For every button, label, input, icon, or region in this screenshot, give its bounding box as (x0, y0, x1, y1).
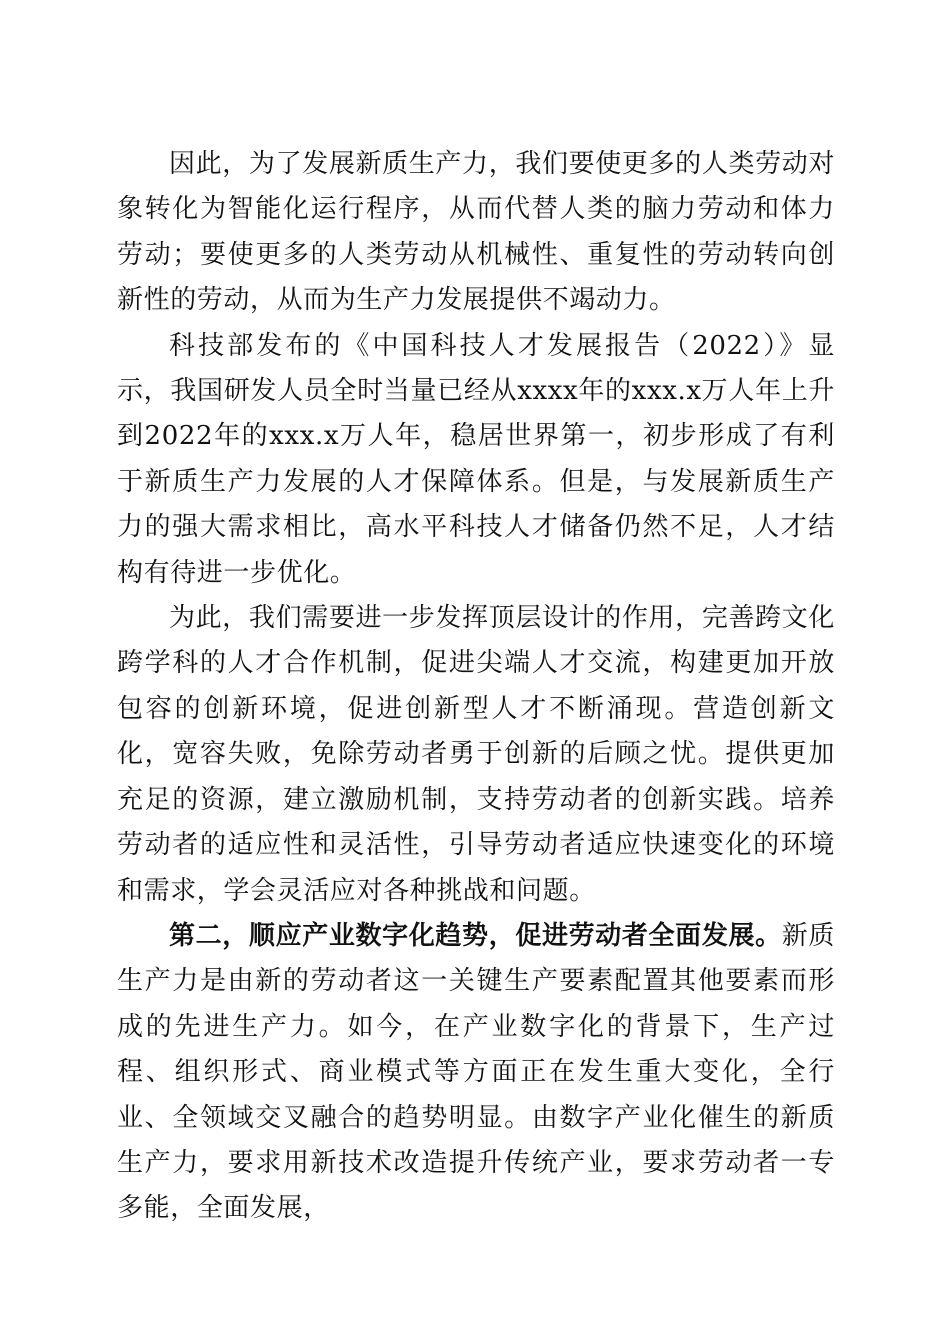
paragraph-4 (117, 914, 835, 1232)
document-body (117, 142, 835, 1232)
paragraph-2 (117, 324, 835, 596)
paragraph-3-text: 为此，我们需要进一步发挥顶层设计的作用，完善跨文化跨学科的人才合作机制，促进尖端人才交流，构建更加开放包容的创新环境，促进创新型人才不断涌现。营造创新文化，宽容失败，免除劳动者勇于创新的后顾之忧。提供更加充足的资源，建立激励机制，支持劳动者的创新实践。培养劳动者的适应性和灵活性，引导劳动者适应快速变化的环境和需求，学会灵活应对各种挑战和问题。 (117, 603, 835, 906)
paragraph-4-lead-heading: 第二，顺应产业数字化趋势，促进劳动者全面发展。 (169, 920, 782, 951)
paragraph-1 (117, 142, 835, 324)
paragraph-4-text: 新质生产力是由新的劳动者这一关键生产要素配置其他要素而形成的先进生产力。如今，在产业数字化的背景下，生产过程、组织形式、商业模式等方面正在发生重大变化，全行业、全领域交叉融合的趋势明显。由数字产业化催生的新质生产力，要求用新技术改造提升传统产业，要求劳动者一专多能，全面发展， (117, 920, 835, 1224)
paragraph-3 (117, 596, 835, 914)
paragraph-2-text: 科技部发布的《中国科技人才发展报告（2022）》显示，我国研发人员全时当量已经从xxxx年的xxx.x万人年上升到2022年的xxx.x万人年，稳居世界第一，初步形成了有利于新质生产力发展的人才保障体系。但是，与发展新质生产力的强大需求相比，高水平科技人才储备仍然不足，人才结构有待进一步优化。 (117, 330, 835, 588)
paragraph-1-text: 因此，为了发展新质生产力，我们要使更多的人类劳动对象转化为智能化运行程序，从而代替人类的脑力劳动和体力劳动；要使更多的人类劳动从机械性、重复性的劳动转向创新性的劳动，从而为生产力发展提供不竭动力。 (117, 149, 835, 316)
